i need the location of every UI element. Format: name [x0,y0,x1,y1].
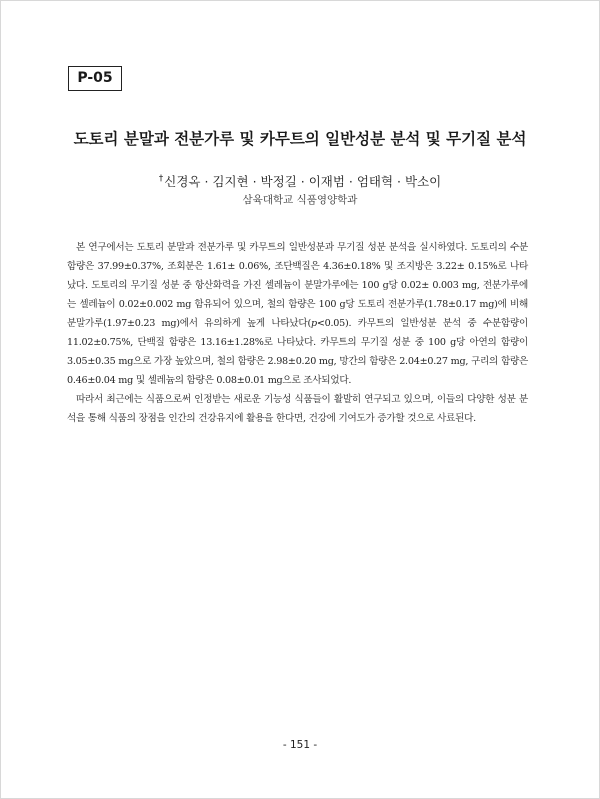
abstract-paragraph-1-part-b: <0.05). 카무트의 일반성분 분석 중 수분함량이 11.02±0.75%, 단백질 함량은 13.16±1.28%로 나타났다. 카무트의 무기질 성분 중 100 g당 아연의 함량이 3.05±0.35 mg으로 가장 높았으며, 철의 함량은 2.98±0.20 mg, 망간의 함량은 2.04±0.27 mg, 구리의 함량은 0.46±0.04 mg 및 셀레늄의 함량은 0.08±0.01 mg으로 조사되었다. [67,318,528,386]
page-number: - 151 - [282,739,318,751]
affiliation: 삼육대학교 식품영양학과 [242,194,358,206]
abstract-paragraph-1 [67,238,528,390]
abstract-body [67,238,528,428]
poster-code-badge: P-05 [68,66,122,91]
paper-title: 도토리 분말과 전분가루 및 카무트의 일반성분 분석 및 무기질 분석 [73,130,527,148]
corresponding-author-mark: † [158,174,164,184]
author-list [40,170,560,191]
abstract-paragraph-2: 따라서 최근에는 식품으로써 인정받는 새로운 기능성 식품들이 활발히 연구되고 있으며, 이들의 다양한 성분 분석을 통해 식품의 장점을 인간의 건강유지에 활용을 한다면, 건강에 기여도가 증가할 것으로 사료된다. [67,394,528,424]
author-names: 신경옥 · 김지현 · 박정길 · 이재범 · 엄태혁 · 박소이 [164,174,442,189]
abstract-paragraph-1-part-a: 본 연구에서는 도토리 분말과 전분가루 및 카무트의 일반성분과 무기질 성분 분석을 실시하였다. 도토리의 수분 함량은 37.99±0.37%, 조회분은 1.61± 0.06%, 조단백질은 4.36±0.18% 및 조지방은 3.22± 0.15%로 나타났다. 도토리의 무기질 성분 중 항산화력을 가진 셀레늄이 분말가루에는 100 g당 0.02± 0.003 mg, 전분가루에는 셀레늄이 0.02±0.002 mg 함유되어 있으며, 철의 함량은 100 g당 도토리 전분가루(1.78±0.17 mg)에 비해 분말가루(1.97±0.23 mg)에서 유의하게 높게 나타났다( [67,242,528,329]
p-value-symbol: p [310,318,317,329]
